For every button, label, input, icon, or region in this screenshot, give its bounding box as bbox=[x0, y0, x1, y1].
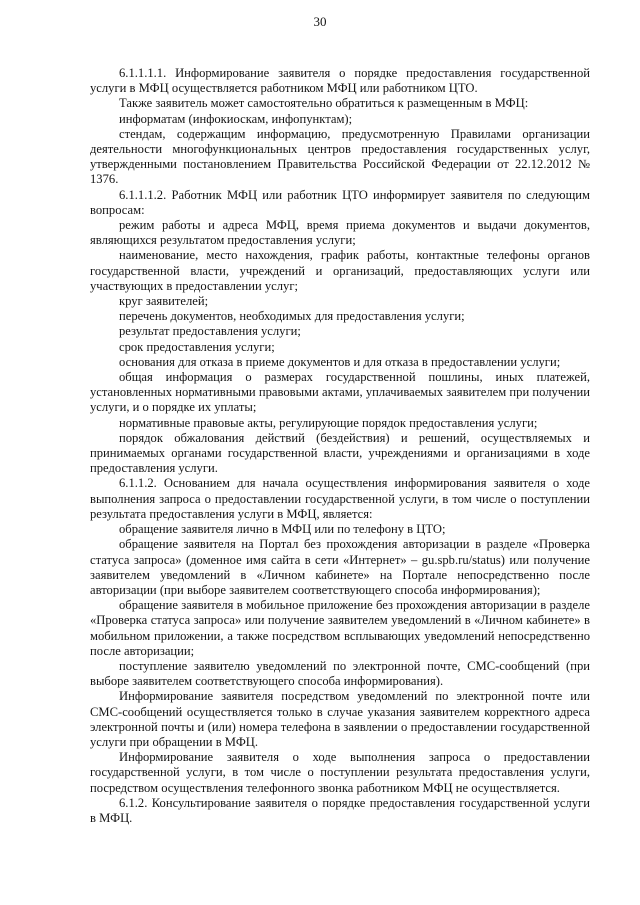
paragraph: перечень документов, необходимых для предоставления услуги; bbox=[119, 309, 465, 324]
paragraph: обращение заявителя лично в МФЦ или по телефону в ЦТО; bbox=[119, 522, 446, 537]
paragraph: 6.1.1.2. Основанием для начала осуществления информирования заявителя о ходе выполнения запроса о предоставлении государственной услуги, в том числе о поступлении результата предоставления услуги в МФЦ, является: bbox=[90, 476, 590, 521]
paragraph: стендам, содержащим информацию, предусмотренную Правилами организации деятельности многофункциональных центров предоставления государственных услуг, утвержденными постановлением Правительства Российской Федерации от 22.12.2012 № 1376. bbox=[90, 126, 590, 187]
paragraph: 6.1.1.1.1. Информирование заявителя о порядке предоставления государственной услуги в МФЦ осуществляется работником МФЦ или работником ЦТО. bbox=[90, 66, 590, 96]
paragraph: обращение заявителя на Портал без прохождения авторизации в разделе «Проверка статуса запроса» (доменное имя сайта в сети «Интернет» – gu.spb.ru/status) или получение заявителем уведомлений в «Личном кабинете» на Портале непосредственно после авторизации (при выборе заявителем соответствующего способа информирования); bbox=[90, 537, 590, 597]
page-number: 30 bbox=[313, 14, 327, 29]
paragraph: Также заявитель может самостоятельно обратиться к размещенным в МФЦ: bbox=[119, 96, 529, 111]
paragraph: Информирование заявителя о ходе выполнения запроса о предоставлении государственной услуги, в том числе о поступлении результата предоставления услуги, посредством осуществления телефонного звонка работником МФЦ не осуществляется. bbox=[90, 750, 590, 795]
paragraph: Информирование заявителя посредством уведомлений по электронной почте или СМС-сообщений осуществляется только в случае указания заявителем корректного адреса электронной почты и (или) номера телефона в заявлении о предоставлении государственной услуги при обращении в МФЦ. bbox=[90, 689, 590, 749]
paragraph: режим работы и адреса МФЦ, время приема документов и выдачи документов, являющихся результатом предоставления услуги; bbox=[90, 218, 590, 248]
paragraph: порядок обжалования действий (бездействия) и решений, осуществляемых и принимаемых органами государственной власти, учреждениями и организациями в ходе предоставления услуги. bbox=[90, 430, 590, 476]
paragraph: наименование, место нахождения, график работы, контактные телефоны органов государственной власти, учреждений и организаций, предоставляющих услуги или участвующих в предоставлении услуг; bbox=[90, 248, 590, 293]
paragraph: нормативные правовые акты, регулирующие порядок предоставления услуги; bbox=[119, 415, 538, 430]
paragraph: информатам (инфокиоскам, инфопунктам); bbox=[119, 111, 353, 126]
document-body bbox=[90, 66, 590, 826]
paragraph: 6.1.1.1.2. Работник МФЦ или работник ЦТО информирует заявителя по следующим вопросам: bbox=[90, 187, 590, 217]
paragraph: общая информация о размерах государственной пошлины, иных платежей, установленных нормативными правовыми актами, уплачиваемых заявителем при получении услуги, и о порядке их уплаты; bbox=[90, 370, 590, 415]
paragraph: основания для отказа в приеме документов и для отказа в предоставлении услуги; bbox=[119, 354, 561, 369]
paragraph: результат предоставления услуги; bbox=[119, 324, 301, 339]
paragraph: круг заявителей; bbox=[119, 294, 209, 309]
paragraph: обращение заявителя в мобильное приложение без прохождения авторизации в разделе «Проверка статуса запроса» или получение заявителем уведомлений в «Личном кабинете» в мобильном приложении, а также посредством всплывающих уведомлений непосредственно после авторизации; bbox=[90, 598, 590, 658]
paragraph: срок предоставления услуги; bbox=[119, 339, 275, 354]
paragraph: поступление заявителю уведомлений по электронной почте, СМС-сообщений (при выборе заявителем соответствующего способа информирования). bbox=[90, 658, 590, 689]
paragraph: 6.1.2. Консультирование заявителя о порядке предоставления государственной услуги в МФЦ. bbox=[90, 795, 590, 825]
